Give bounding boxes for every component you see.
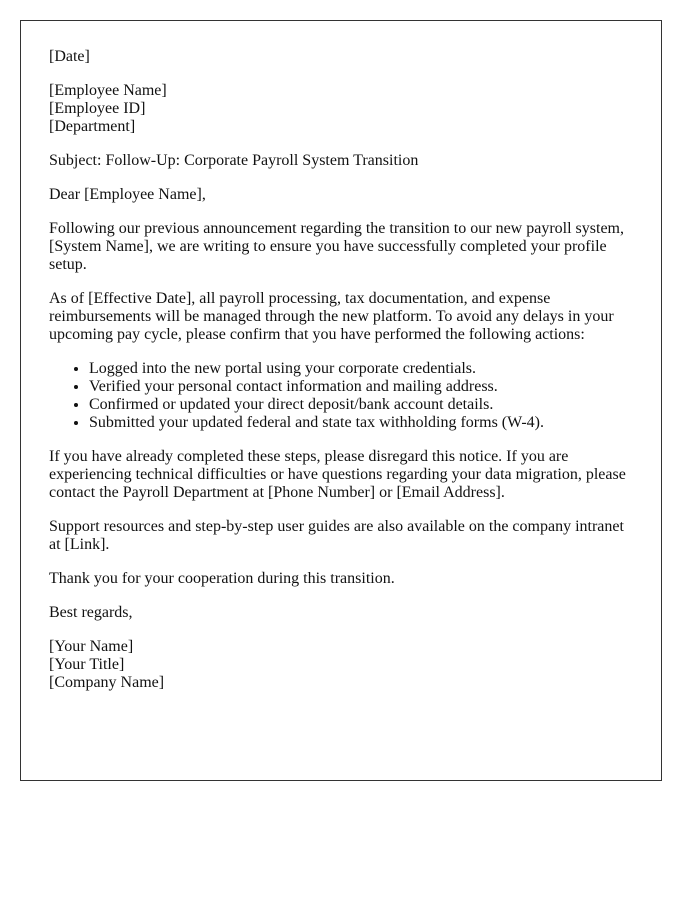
effective-date-paragraph: As of [Effective Date], all payroll processing, tax documentation, and expense reimbursements will be managed through the new platform. To avoid any delays in your upcoming pay cycle, please confirm that you have performed the following actions: bbox=[49, 290, 614, 343]
signature-title: [Your Title] bbox=[49, 656, 125, 673]
recipient-department: [Department] bbox=[49, 118, 136, 135]
recipient-id: [Employee ID] bbox=[49, 100, 146, 117]
recipient-block bbox=[49, 82, 633, 136]
recipient-name: [Employee Name] bbox=[49, 82, 167, 99]
letter-date: [Date] bbox=[49, 48, 90, 65]
action-item: • Submitted your updated federal and state tax withholding forms (W-4). bbox=[89, 414, 633, 432]
letter-document bbox=[20, 20, 662, 781]
subject-line: Subject: Follow-Up: Corporate Payroll System Transition bbox=[49, 152, 419, 169]
signature-name: [Your Name] bbox=[49, 638, 134, 655]
action-list bbox=[49, 360, 633, 432]
thanks-paragraph: Thank you for your cooperation during this transition. bbox=[49, 570, 395, 587]
signature-block bbox=[49, 638, 633, 692]
action-item: • Confirmed or updated your direct deposit/bank account details. bbox=[89, 396, 633, 414]
disregard-paragraph: If you have already completed these steps, please disregard this notice. If you are experiencing technical difficulties or have questions regarding your data migration, please contact the Payroll Department at [Phone Number] or [Email Address]. bbox=[49, 448, 626, 501]
closing: Best regards, bbox=[49, 604, 133, 621]
intro-paragraph: Following our previous announcement regarding the transition to our new payroll system, [System Name], we are writing to ensure you have successfully completed your profile setup. bbox=[49, 220, 624, 273]
salutation: Dear [Employee Name], bbox=[49, 186, 206, 203]
action-item: • Verified your personal contact information and mailing address. bbox=[89, 378, 633, 396]
support-paragraph: Support resources and step-by-step user guides are also available on the company intranet at [Link]. bbox=[49, 518, 624, 553]
signature-company: [Company Name] bbox=[49, 674, 165, 691]
action-item: • Logged into the new portal using your corporate credentials. bbox=[89, 360, 633, 378]
